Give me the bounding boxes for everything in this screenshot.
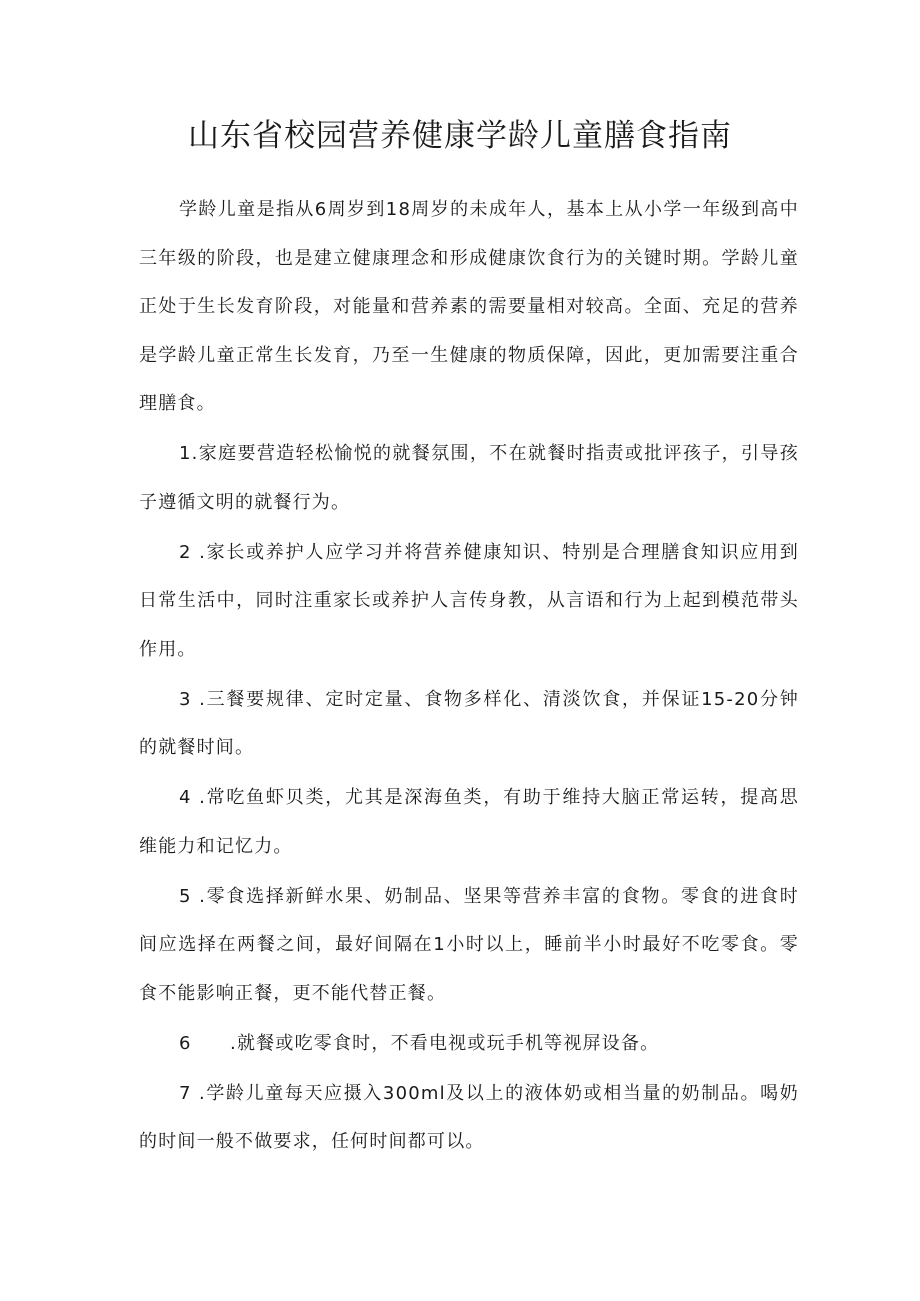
guideline-item-6: 6 .就餐或吃零食时，不看电视或玩手机等视屏设备。 [179, 1032, 660, 1054]
guideline-item-1: 1.家庭要营造轻松愉悦的就餐氛围，不在就餐时指责或批评孩子，引导孩子遵循文明的就餐行为。 [139, 443, 799, 513]
document-title: 山东省校园营养健康学龄儿童膳食指南 [188, 118, 732, 154]
guideline-item-2: 2 .家长或养护人应学习并将营养健康知识、特别是合理膳食知识应用到日常生活中，同时注重家长或养护人言传身教，从言语和行为上起到模范带头作用。 [139, 541, 799, 660]
guideline-item-4: 4 .常吃鱼虾贝类，尤其是深海鱼类，有助于维持大脑正常运转，提高思维能力和记忆力。 [139, 787, 799, 857]
document-body [139, 186, 799, 1167]
guideline-item-7: 7 .学龄儿童每天应摄入300ml及以上的液体奶或相当量的奶制品。喝奶的时间一般不做要求，任何时间都可以。 [139, 1082, 799, 1152]
guideline-item-3: 3 .三餐要规律、定时定量、食物多样化、清淡饮食，并保证15-20分钟的就餐时间。 [139, 688, 799, 758]
intro-paragraph: 学龄儿童是指从6周岁到18周岁的未成年人，基本上从小学一年级到高中三年级的阶段，也是建立健康理念和形成健康饮食行为的关键时期。学龄儿童正处于生长发育阶段，对能量和营养素的需要量相对较高。全面、充足的营养是学龄儿童正常生长发育，乃至一生健康的物质保障，因此，更加需要注重合理膳食。 [139, 199, 799, 414]
guideline-item-5: 5 .零食选择新鲜水果、奶制品、坚果等营养丰富的食物。零食的进食时间应选择在两餐之间，最好间隔在1小时以上，睡前半小时最好不吃零食。零食不能影响正餐，更不能代替正餐。 [139, 885, 799, 1004]
